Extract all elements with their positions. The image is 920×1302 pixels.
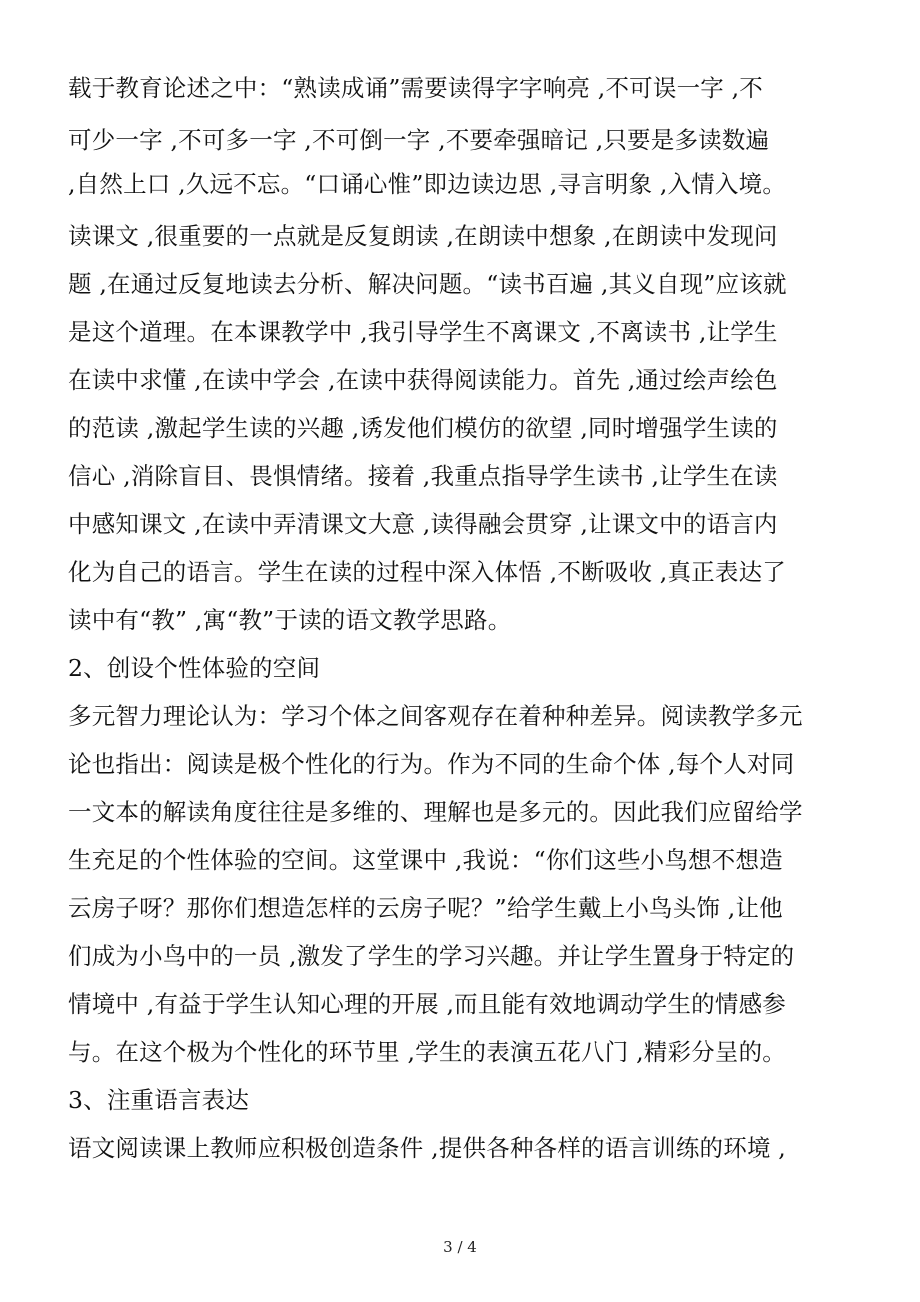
- text-line: 化为自己的语言。学生在读的过程中深入体悟 ,不断吸收 ,真正表达了: [68, 558, 786, 586]
- page-number: 3 / 4: [443, 1238, 477, 1256]
- text-line: ,自然上口 ,久远不忘。“口诵心惟”即边读边思 ,寻言明象 ,入情入境。: [68, 170, 787, 198]
- text-line: 读中有“教” ,寓“教”于读的语文教学思路。: [68, 606, 512, 634]
- text-line: 语文阅读课上教师应积极创造条件 ,提供各种各样的语言训练的环境 ,: [68, 1134, 786, 1162]
- text-line: 一文本的解读角度往往是多维的、理解也是多元的。因此我们应留给学: [68, 798, 803, 826]
- text-line: 信心 ,消除盲目、畏惧情绪。接着 ,我重点指导学生读书 ,让学生在读: [68, 462, 778, 490]
- text-line: 云房子呀？那你们想造怎样的云房子呢？”给学生戴上小鸟头饰 ,让他: [68, 894, 783, 922]
- text-line: 载于教育论述之中：“熟读成诵”需要读得字字响亮 ,不可误一字 ,不: [68, 74, 764, 102]
- text-line: 是这个道理。在本课教学中 ,我引导学生不离课文 ,不离读书 ,让学生: [68, 318, 778, 346]
- text-line: 多元智力理论认为：学习个体之间客观存在着种种差异。阅读教学多元: [68, 702, 803, 730]
- text-line: 们成为小鸟中的一员 ,激发了学生的学习兴趣。并让学生置身于特定的: [68, 942, 795, 970]
- text-line: 与。在这个极为个性化的环节里 ,学生的表演五花八门 ,精彩分呈的。: [68, 1038, 786, 1066]
- text-line: 可少一字 ,不可多一字 ,不可倒一字 ,不要牵强暗记 ,只要是多读数遍: [68, 126, 770, 154]
- section-heading: 3、注重语言表达: [68, 1086, 250, 1114]
- text-line: 情境中 ,有益于学生认知心理的开展 ,而且能有效地调动学生的情感参: [68, 990, 786, 1018]
- text-line: 中感知课文 ,在读中弄清课文大意 ,读得融会贯穿 ,让课文中的语言内: [68, 510, 778, 538]
- text-line: 生充足的个性体验的空间。这堂课中 ,我说：“你们这些小鸟想不想造: [68, 846, 783, 874]
- text-line: 论也指出：阅读是极个性化的行为。作为不同的生命个体 ,每个人对同: [68, 750, 795, 778]
- text-line: 的范读 ,激起学生读的兴趣 ,诱发他们模仿的欲望 ,同时增强学生读的: [68, 414, 778, 442]
- text-line: 在读中求懂 ,在读中学会 ,在读中获得阅读能力。首先 ,通过绘声绘色: [68, 366, 778, 394]
- text-line: 题 ,在通过反复地读去分析、解决问题。“读书百遍 ,其义自现”应该就: [68, 270, 787, 298]
- section-heading: 2、创设个性体验的空间: [68, 654, 321, 682]
- text-line: 读课文 ,很重要的一点就是反复朗读 ,在朗读中想象 ,在朗读中发现问: [68, 222, 778, 250]
